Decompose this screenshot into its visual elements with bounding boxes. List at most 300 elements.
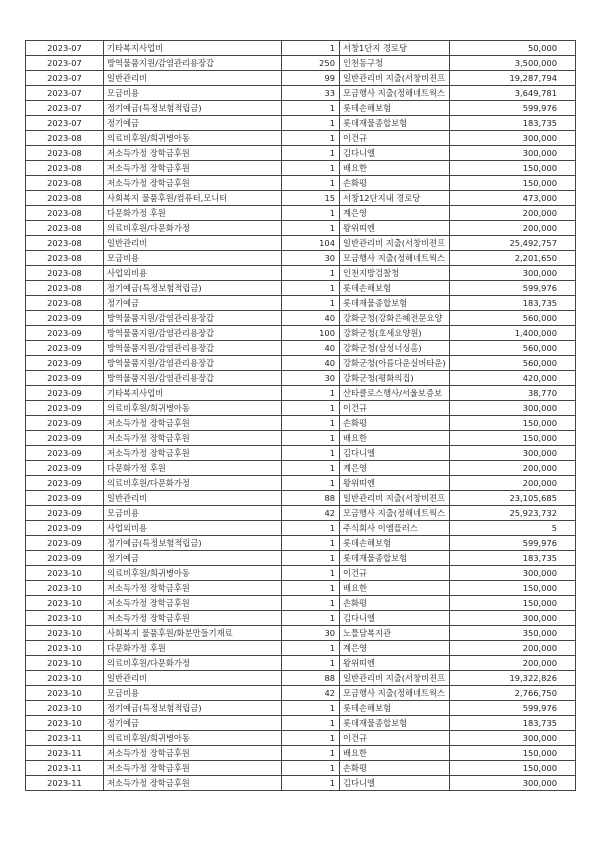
item-cell: 저소득가정 장학금후원 (104, 446, 282, 461)
item-cell: 일반관리비 (104, 491, 282, 506)
recipient-cell: 인천지방검찰청 (340, 266, 450, 281)
item-cell: 다문화가정 후원 (104, 641, 282, 656)
recipient-cell: 모금행사 지출(정해네트웍스 (340, 251, 450, 266)
quantity-cell: 1 (282, 611, 340, 626)
amount-cell: 599,976 (450, 701, 576, 716)
month-cell: 2023-08 (26, 191, 104, 206)
item-cell: 사회복지 물품후원/컴퓨터,모니터 (104, 191, 282, 206)
quantity-cell: 1 (282, 146, 340, 161)
quantity-cell: 1 (282, 296, 340, 311)
month-cell: 2023-09 (26, 341, 104, 356)
item-cell: 의료비후원/다문화가정 (104, 476, 282, 491)
recipient-cell: 서창12단지내 경로당 (340, 191, 450, 206)
amount-cell: 50,000 (450, 41, 576, 56)
quantity-cell: 30 (282, 371, 340, 386)
item-cell: 모금비용 (104, 86, 282, 101)
item-cell: 저소득가정 장학금후원 (104, 176, 282, 191)
month-cell: 2023-10 (26, 656, 104, 671)
amount-cell: 150,000 (450, 746, 576, 761)
recipient-cell: 배요한 (340, 161, 450, 176)
item-cell: 의료비후원/희귀병아동 (104, 731, 282, 746)
month-cell: 2023-10 (26, 611, 104, 626)
month-cell: 2023-10 (26, 716, 104, 731)
item-cell: 방역물품지원/감염관리용장갑 (104, 341, 282, 356)
table-row (26, 296, 576, 311)
table-row (26, 716, 576, 731)
amount-cell: 150,000 (450, 176, 576, 191)
recipient-cell: 김다니엘 (340, 146, 450, 161)
item-cell: 모금비용 (104, 251, 282, 266)
quantity-cell: 1 (282, 536, 340, 551)
amount-cell: 599,976 (450, 536, 576, 551)
recipient-cell: 일반관리비 지출(서창비젼프 (340, 236, 450, 251)
month-cell: 2023-09 (26, 551, 104, 566)
month-cell: 2023-11 (26, 761, 104, 776)
month-cell: 2023-11 (26, 746, 104, 761)
table-row (26, 551, 576, 566)
recipient-cell: 이건규 (340, 566, 450, 581)
month-cell: 2023-10 (26, 596, 104, 611)
recipient-cell: 계은영 (340, 641, 450, 656)
month-cell: 2023-08 (26, 251, 104, 266)
month-cell: 2023-07 (26, 71, 104, 86)
month-cell: 2023-07 (26, 101, 104, 116)
item-cell: 정기예금(특정보험적립금) (104, 281, 282, 296)
recipient-cell: 이건규 (340, 731, 450, 746)
month-cell: 2023-07 (26, 56, 104, 71)
month-cell: 2023-10 (26, 581, 104, 596)
amount-cell: 183,735 (450, 551, 576, 566)
item-cell: 저소득가정 장학금후원 (104, 161, 282, 176)
recipient-cell: 모금행사 지출(정해네트웍스 (340, 686, 450, 701)
month-cell: 2023-09 (26, 506, 104, 521)
recipient-cell: 롯데손해보험 (340, 281, 450, 296)
amount-cell: 300,000 (450, 446, 576, 461)
month-cell: 2023-08 (26, 161, 104, 176)
quantity-cell: 40 (282, 311, 340, 326)
month-cell: 2023-08 (26, 221, 104, 236)
recipient-cell: 강화군청(삼성너싱홈) (340, 341, 450, 356)
recipient-cell: 강화군청(아름다운실버타운) (340, 356, 450, 371)
amount-cell: 300,000 (450, 131, 576, 146)
table-row (26, 146, 576, 161)
month-cell: 2023-09 (26, 386, 104, 401)
table-row (26, 656, 576, 671)
table-row (26, 596, 576, 611)
amount-cell: 2,201,650 (450, 251, 576, 266)
quantity-cell: 40 (282, 356, 340, 371)
table-row (26, 776, 576, 791)
recipient-cell: 모금행사 지출(정해네트웍스 (340, 86, 450, 101)
item-cell: 의료비후원/희귀병아동 (104, 131, 282, 146)
item-cell: 의료비후원/희귀병아동 (104, 566, 282, 581)
amount-cell: 300,000 (450, 731, 576, 746)
amount-cell: 200,000 (450, 641, 576, 656)
table-row (26, 161, 576, 176)
item-cell: 저소득가정 장학금후원 (104, 146, 282, 161)
amount-cell: 183,735 (450, 296, 576, 311)
month-cell: 2023-09 (26, 401, 104, 416)
table-row (26, 431, 576, 446)
item-cell: 의료비후원/다문화가정 (104, 656, 282, 671)
amount-cell: 150,000 (450, 161, 576, 176)
amount-cell: 150,000 (450, 581, 576, 596)
quantity-cell: 1 (282, 701, 340, 716)
quantity-cell: 1 (282, 731, 340, 746)
recipient-cell: 롯데재물종합보험 (340, 716, 450, 731)
amount-cell: 150,000 (450, 596, 576, 611)
quantity-cell: 1 (282, 401, 340, 416)
table-row (26, 101, 576, 116)
table-row (26, 611, 576, 626)
quantity-cell: 99 (282, 71, 340, 86)
table-body (26, 41, 576, 791)
recipient-cell: 배요한 (340, 581, 450, 596)
item-cell: 일반관리비 (104, 71, 282, 86)
amount-cell: 420,000 (450, 371, 576, 386)
recipient-cell: 일반관리비 지출(서창비젼프 (340, 71, 450, 86)
item-cell: 정기예금(특정보험적립금) (104, 101, 282, 116)
quantity-cell: 1 (282, 206, 340, 221)
quantity-cell: 250 (282, 56, 340, 71)
table-row (26, 86, 576, 101)
table-row (26, 341, 576, 356)
quantity-cell: 1 (282, 476, 340, 491)
amount-cell: 560,000 (450, 356, 576, 371)
recipient-cell: 김다니엘 (340, 446, 450, 461)
month-cell: 2023-11 (26, 776, 104, 791)
recipient-cell: 손화평 (340, 416, 450, 431)
quantity-cell: 15 (282, 191, 340, 206)
month-cell: 2023-11 (26, 731, 104, 746)
table-row (26, 566, 576, 581)
quantity-cell: 1 (282, 176, 340, 191)
table-row (26, 491, 576, 506)
table-row (26, 686, 576, 701)
table-row (26, 386, 576, 401)
amount-cell: 3,649,781 (450, 86, 576, 101)
table-row (26, 176, 576, 191)
amount-cell: 560,000 (450, 341, 576, 356)
recipient-cell: 롯데재물종합보험 (340, 296, 450, 311)
quantity-cell: 1 (282, 41, 340, 56)
table-row (26, 281, 576, 296)
amount-cell: 473,000 (450, 191, 576, 206)
recipient-cell: 계은영 (340, 461, 450, 476)
month-cell: 2023-09 (26, 536, 104, 551)
recipient-cell: 배요한 (340, 431, 450, 446)
table-row (26, 191, 576, 206)
recipient-cell: 이건규 (340, 131, 450, 146)
amount-cell: 183,735 (450, 116, 576, 131)
quantity-cell: 88 (282, 671, 340, 686)
quantity-cell: 1 (282, 161, 340, 176)
amount-cell: 300,000 (450, 401, 576, 416)
month-cell: 2023-08 (26, 296, 104, 311)
amount-cell: 599,976 (450, 101, 576, 116)
month-cell: 2023-09 (26, 371, 104, 386)
table-row (26, 71, 576, 86)
amount-cell: 350,000 (450, 626, 576, 641)
table-row (26, 461, 576, 476)
quantity-cell: 1 (282, 776, 340, 791)
amount-cell: 300,000 (450, 146, 576, 161)
month-cell: 2023-10 (26, 671, 104, 686)
expenditure-ledger (25, 40, 575, 791)
month-cell: 2023-10 (26, 701, 104, 716)
month-cell: 2023-09 (26, 356, 104, 371)
quantity-cell: 42 (282, 686, 340, 701)
table-row (26, 41, 576, 56)
amount-cell: 300,000 (450, 266, 576, 281)
table-row (26, 311, 576, 326)
item-cell: 기타복지사업비 (104, 386, 282, 401)
quantity-cell: 1 (282, 761, 340, 776)
item-cell: 사업외비용 (104, 521, 282, 536)
item-cell: 정기예금 (104, 716, 282, 731)
item-cell: 일반관리비 (104, 236, 282, 251)
item-cell: 정기예금 (104, 551, 282, 566)
quantity-cell: 1 (282, 281, 340, 296)
quantity-cell: 1 (282, 446, 340, 461)
amount-cell: 25,923,732 (450, 506, 576, 521)
amount-cell: 19,287,794 (450, 71, 576, 86)
table-row (26, 761, 576, 776)
month-cell: 2023-08 (26, 176, 104, 191)
table-row (26, 581, 576, 596)
month-cell: 2023-09 (26, 446, 104, 461)
amount-cell: 150,000 (450, 431, 576, 446)
month-cell: 2023-10 (26, 566, 104, 581)
item-cell: 모금비용 (104, 506, 282, 521)
quantity-cell: 1 (282, 221, 340, 236)
quantity-cell: 30 (282, 251, 340, 266)
amount-cell: 300,000 (450, 611, 576, 626)
item-cell: 다문화가정 후원 (104, 206, 282, 221)
recipient-cell: 왕위띠엔 (340, 656, 450, 671)
amount-cell: 25,492,757 (450, 236, 576, 251)
table-row (26, 701, 576, 716)
table-row (26, 476, 576, 491)
item-cell: 저소득가정 장학금후원 (104, 776, 282, 791)
item-cell: 기타복지사업비 (104, 41, 282, 56)
item-cell: 의료비후원/희귀병아동 (104, 401, 282, 416)
quantity-cell: 1 (282, 461, 340, 476)
recipient-cell: 손화평 (340, 761, 450, 776)
quantity-cell: 30 (282, 626, 340, 641)
table-row (26, 731, 576, 746)
item-cell: 저소득가정 장학금후원 (104, 761, 282, 776)
table-row (26, 671, 576, 686)
item-cell: 사회복지 물품후원/화분만들기재료 (104, 626, 282, 641)
recipient-cell: 김다니엘 (340, 776, 450, 791)
month-cell: 2023-10 (26, 626, 104, 641)
month-cell: 2023-09 (26, 431, 104, 446)
item-cell: 방역물품지원/감염관리용장갑 (104, 326, 282, 341)
recipient-cell: 김다니엘 (340, 611, 450, 626)
item-cell: 저소득가정 장학금후원 (104, 596, 282, 611)
item-cell: 저소득가정 장학금후원 (104, 416, 282, 431)
table-row (26, 116, 576, 131)
table-row (26, 521, 576, 536)
amount-cell: 19,322,826 (450, 671, 576, 686)
month-cell: 2023-09 (26, 416, 104, 431)
recipient-cell: 손화평 (340, 176, 450, 191)
month-cell: 2023-08 (26, 281, 104, 296)
recipient-cell: 서창1단지 경로당 (340, 41, 450, 56)
quantity-cell: 1 (282, 656, 340, 671)
recipient-cell: 일반관리비 지출(서창비젼프 (340, 671, 450, 686)
recipient-cell: 왕위띠엔 (340, 476, 450, 491)
month-cell: 2023-08 (26, 131, 104, 146)
quantity-cell: 100 (282, 326, 340, 341)
quantity-cell: 1 (282, 566, 340, 581)
month-cell: 2023-09 (26, 326, 104, 341)
quantity-cell: 1 (282, 386, 340, 401)
quantity-cell: 42 (282, 506, 340, 521)
table-row (26, 221, 576, 236)
quantity-cell: 40 (282, 341, 340, 356)
item-cell: 저소득가정 장학금후원 (104, 431, 282, 446)
recipient-cell: 산타클로스행사/서울보증보 (340, 386, 450, 401)
quantity-cell: 1 (282, 641, 340, 656)
recipient-cell: 강화군청(호세요양원) (340, 326, 450, 341)
item-cell: 정기예금(특정보험적립금) (104, 536, 282, 551)
quantity-cell: 1 (282, 431, 340, 446)
recipient-cell: 왕위띠엔 (340, 221, 450, 236)
amount-cell: 2,766,750 (450, 686, 576, 701)
recipient-cell: 배요한 (340, 746, 450, 761)
quantity-cell: 1 (282, 101, 340, 116)
quantity-cell: 1 (282, 131, 340, 146)
table-row (26, 641, 576, 656)
table-row (26, 446, 576, 461)
item-cell: 정기예금 (104, 296, 282, 311)
quantity-cell: 1 (282, 266, 340, 281)
month-cell: 2023-07 (26, 116, 104, 131)
table-row (26, 356, 576, 371)
recipient-cell: 인천동구청 (340, 56, 450, 71)
quantity-cell: 33 (282, 86, 340, 101)
amount-cell: 200,000 (450, 221, 576, 236)
amount-cell: 200,000 (450, 476, 576, 491)
item-cell: 의료비후원/다문화가정 (104, 221, 282, 236)
recipient-cell: 롯데손해보험 (340, 101, 450, 116)
amount-cell: 599,976 (450, 281, 576, 296)
month-cell: 2023-08 (26, 146, 104, 161)
quantity-cell: 104 (282, 236, 340, 251)
recipient-cell: 주식회사 이엠플러스 (340, 521, 450, 536)
month-cell: 2023-07 (26, 86, 104, 101)
quantity-cell: 1 (282, 716, 340, 731)
amount-cell: 5 (450, 521, 576, 536)
item-cell: 정기예금(특정보험적립금) (104, 701, 282, 716)
table-row (26, 536, 576, 551)
table-row (26, 131, 576, 146)
table-row (26, 251, 576, 266)
item-cell: 정기예금 (104, 116, 282, 131)
recipient-cell: 손화평 (340, 596, 450, 611)
amount-cell: 183,735 (450, 716, 576, 731)
quantity-cell: 88 (282, 491, 340, 506)
recipient-cell: 강화군청(강화은혜전문요양 (340, 311, 450, 326)
month-cell: 2023-09 (26, 311, 104, 326)
amount-cell: 200,000 (450, 656, 576, 671)
item-cell: 저소득가정 장학금후원 (104, 611, 282, 626)
month-cell: 2023-08 (26, 206, 104, 221)
month-cell: 2023-10 (26, 686, 104, 701)
table-row (26, 371, 576, 386)
quantity-cell: 1 (282, 581, 340, 596)
table-row (26, 326, 576, 341)
item-cell: 방역물품지원/감염관리용장갑 (104, 56, 282, 71)
quantity-cell: 1 (282, 746, 340, 761)
amount-cell: 3,500,000 (450, 56, 576, 71)
recipient-cell: 롯데재물종합보험 (340, 116, 450, 131)
table-row (26, 206, 576, 221)
quantity-cell: 1 (282, 551, 340, 566)
recipient-cell: 모금행사 지출(정해네트웍스 (340, 506, 450, 521)
quantity-cell: 1 (282, 416, 340, 431)
amount-cell: 1,400,000 (450, 326, 576, 341)
amount-cell: 560,000 (450, 311, 576, 326)
table-row (26, 416, 576, 431)
table-row (26, 626, 576, 641)
item-cell: 사업외비용 (104, 266, 282, 281)
item-cell: 모금비용 (104, 686, 282, 701)
recipient-cell: 롯데손해보험 (340, 536, 450, 551)
table-row (26, 401, 576, 416)
amount-cell: 150,000 (450, 416, 576, 431)
item-cell: 방역물품지원/감염관리용장갑 (104, 371, 282, 386)
recipient-cell: 롯데손해보험 (340, 701, 450, 716)
month-cell: 2023-10 (26, 641, 104, 656)
table-row (26, 506, 576, 521)
amount-cell: 150,000 (450, 761, 576, 776)
recipient-cell: 이건규 (340, 401, 450, 416)
month-cell: 2023-09 (26, 476, 104, 491)
month-cell: 2023-09 (26, 521, 104, 536)
recipient-cell: 강화군청(평화의집) (340, 371, 450, 386)
amount-cell: 300,000 (450, 566, 576, 581)
amount-cell: 200,000 (450, 461, 576, 476)
table-row (26, 746, 576, 761)
amount-cell: 300,000 (450, 776, 576, 791)
quantity-cell: 1 (282, 116, 340, 131)
item-cell: 일반관리비 (104, 671, 282, 686)
item-cell: 방역물품지원/감염관리용장갑 (104, 311, 282, 326)
amount-cell: 23,105,685 (450, 491, 576, 506)
item-cell: 저소득가정 장학금후원 (104, 746, 282, 761)
item-cell: 다문화가정 후원 (104, 461, 282, 476)
expenditure-table (25, 40, 576, 791)
month-cell: 2023-09 (26, 461, 104, 476)
quantity-cell: 1 (282, 521, 340, 536)
table-row (26, 236, 576, 251)
month-cell: 2023-09 (26, 491, 104, 506)
table-row (26, 56, 576, 71)
recipient-cell: 계은영 (340, 206, 450, 221)
month-cell: 2023-07 (26, 41, 104, 56)
item-cell: 방역물품지원/감염관리용장갑 (104, 356, 282, 371)
recipient-cell: 롯데재물종합보험 (340, 551, 450, 566)
month-cell: 2023-08 (26, 266, 104, 281)
recipient-cell: 노틀담복지관 (340, 626, 450, 641)
table-row (26, 266, 576, 281)
item-cell: 저소득가정 장학금후원 (104, 581, 282, 596)
quantity-cell: 1 (282, 596, 340, 611)
month-cell: 2023-08 (26, 236, 104, 251)
